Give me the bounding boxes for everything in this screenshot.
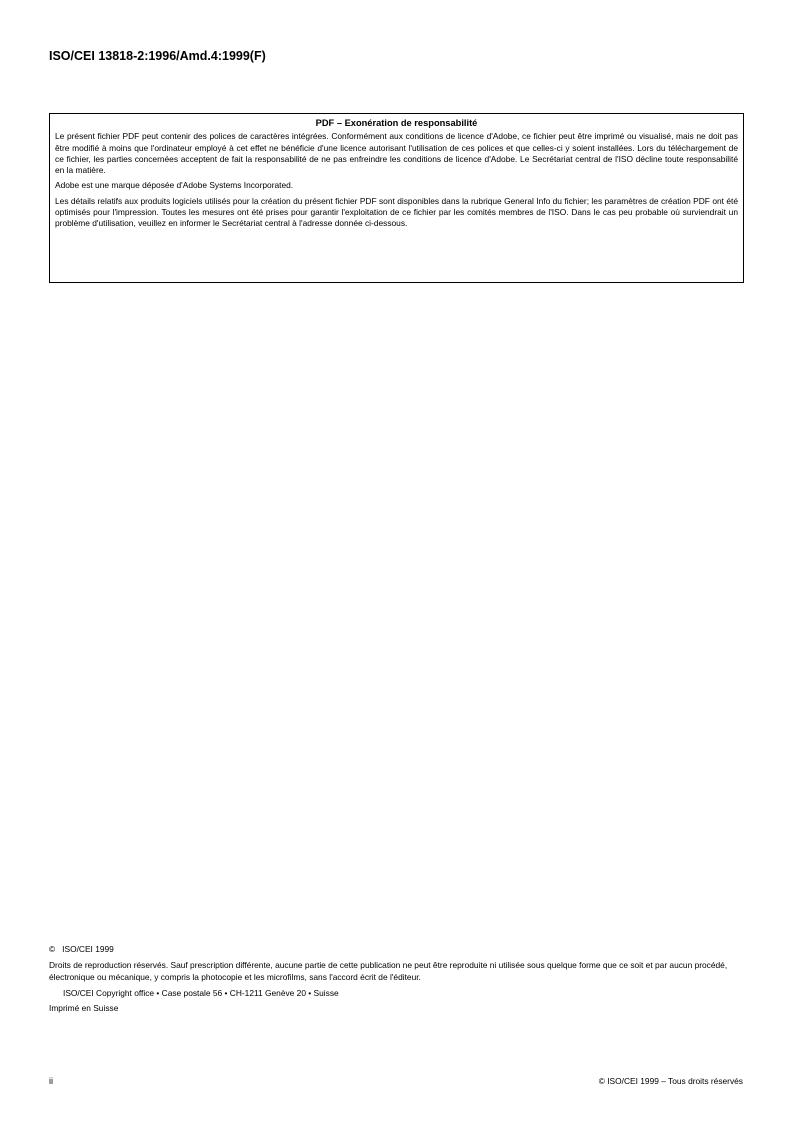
disclaimer-title: PDF – Exonération de responsabilité	[315, 118, 478, 128]
footer-copyright: © ISO/CEI 1999 – Tous droits réservés	[598, 1076, 743, 1086]
page-number: ii	[49, 1076, 53, 1086]
printed-in: Imprimé en Suisse	[49, 1003, 119, 1014]
copyright-office: ISO/CEI Copyright office • Case postale 56 • CH-1211 Genève 20 • Suisse	[63, 987, 339, 998]
disclaimer-paragraph: Adobe est une marque déposée d'Adobe Systems Incorporated.	[55, 180, 294, 191]
rights-text: Droits de reproduction réservés. Sauf prescription différente, aucune partie de cette publication ne peut être reproduite ni utilisée sous quelque forme que ce soit et par aucun procédé, électronique ou mécanique, y compris la photocopie et les microfilms, sans l'accord écrit de l'éditeur.	[49, 960, 728, 982]
pdf-disclaimer-box	[49, 113, 744, 283]
copyright-notice	[49, 944, 743, 1019]
document-header: ISO/CEI 13818-2:1996/Amd.4:1999(F)	[49, 49, 266, 63]
disclaimer-paragraph: Le présent fichier PDF peut contenir des polices de caractères intégrées. Conformément aux conditions de licence d'Adobe, ce fichier peut être imprimé ou visualisé, mais ne doit pas être modifié à moins que l'ordinateur employé à cet effet ne bénéficie d'une licence autorisant l'utilisation de ces polices et que celles-ci y soient installées. Lors du téléchargement de ce fichier, les parties concernées acceptent de fait la responsabilité de ne pas enfreindre les conditions de licence d'Adobe. Le Secrétariat central de l'ISO décline toute responsabilité en la matière.	[55, 131, 738, 176]
disclaimer-paragraph: Les détails relatifs aux produits logiciels utilisés pour la création du présent fichier PDF sont disponibles dans la rubrique General Info du fichier; les paramètres de création PDF ont été optimisés pour l'impression. Toutes les mesures ont été prises pour garantir l'exploitation de ce fichier par les comités membres de l'ISO. Dans le cas peu probable où surviendrait un problème d'utilisation, veuillez en informer le Secrétariat central à l'adresse donnée ci-dessous.	[55, 195, 738, 229]
copyright-line: © ISO/CEI 1999	[49, 944, 114, 954]
